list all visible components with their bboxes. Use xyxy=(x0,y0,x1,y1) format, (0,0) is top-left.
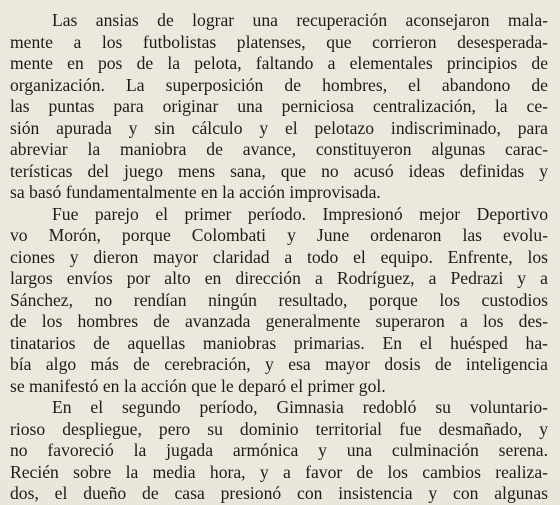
paragraph-2-line-8: bía algo más de cerebración, y esa mayor dosis de inteligencia xyxy=(10,354,548,374)
paragraph-3-line-2: rioso despliegue, pero su dominio territorial fue desmañado, y xyxy=(10,418,548,439)
paragraph-2-line-1: Fue parejo el primer período. Impresionó mejor Deportivo xyxy=(52,203,548,224)
paragraph-1-line-7: abreviar la maniobra de avance, constituyeron algunas carac- xyxy=(10,139,548,159)
paragraph-2-line-9: se manifestó en la acción que le deparó el primer gol. xyxy=(10,375,386,396)
paragraph-1-line-2: mente a los futbolistas platenses, que corrieron desesperada- xyxy=(10,31,548,52)
paragraph-2-line-7: tinatarios de aquellas maniobras primarias. En el huésped ha- xyxy=(10,332,548,353)
paragraph-2-line-2: vo Morón, porque Colombati y June ordenaron las evolu- xyxy=(10,225,548,245)
article-column xyxy=(10,10,548,505)
paragraph-2-line-4: largos envíos por alto en dirección a Rodríguez, a Pedrazi y a xyxy=(10,268,548,288)
paragraph-1-line-9: sa basó fundamentalmente en la acción improvisada. xyxy=(10,182,381,202)
paragraph-1-line-4: organización. La superposición de hombres, el abandono de xyxy=(10,74,548,95)
paragraph-3-line-3: no favoreció la jugada armónica y una culminación serena. xyxy=(10,440,548,460)
paragraph-2-line-6: de los hombres de avanzada generalmente superaron a los des- xyxy=(10,311,548,331)
paragraph-1-line-3: mente en pos de la pelota, faltando a elementales principios de xyxy=(10,53,548,73)
paragraph-2-line-5: Sánchez, no rendían ningún resultado, porque los custodios xyxy=(10,289,548,310)
paragraph-1-line-5: las puntas para originar una perniciosa centralización, la ce- xyxy=(10,96,548,116)
paragraph-1-line-8: terísticas del juego mens sana, que no acusó ideas definidas y xyxy=(10,160,548,181)
paragraph-3-line-1: En el segundo período, Gimnasia redobló su voluntario- xyxy=(52,397,548,417)
paragraph-3-line-4: Recién sobre la media hora, y a favor de los cambios realiza- xyxy=(10,461,548,482)
paragraph-1-line-6: sión apurada y sin cálculo y el pelotazo indiscriminado, para xyxy=(10,117,548,138)
paragraph-1-line-1: Las ansias de lograr una recuperación aconsejaron mala- xyxy=(52,10,548,30)
paragraph-2-line-3: ciones y dieron mayor claridad a todo el equipo. Enfrente, los xyxy=(10,246,548,267)
paragraph-3-line-5: dos, el dueño de casa presionó con insistencia y con algunas xyxy=(10,483,548,503)
